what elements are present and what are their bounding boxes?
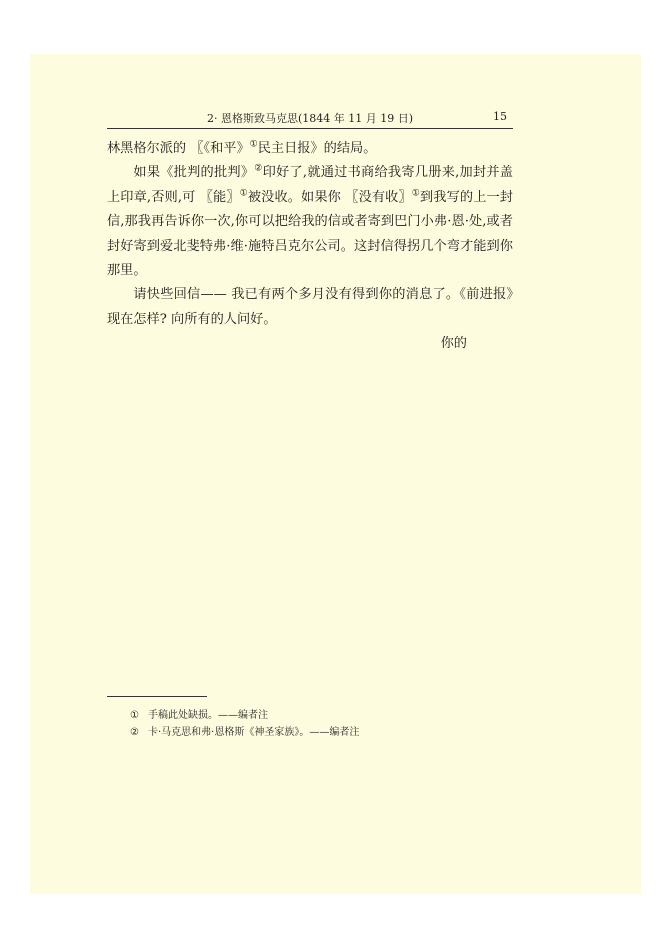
footnote-1 [130, 707, 510, 724]
paragraph-1-text-a: 林黑格尔派的 〖《和平》 [107, 141, 250, 156]
running-head [107, 108, 513, 126]
paragraph-1 [107, 137, 513, 161]
paragraph-2-text-c: 被没收。如果你 〖没有收〗 [247, 189, 412, 205]
footnote-ref-1b: ① [239, 188, 248, 199]
footnote-ref-1: ① [249, 139, 258, 150]
footnote-1-text: 手稿此处缺损。——编者注 [148, 710, 268, 721]
signoff: 你的 [440, 336, 467, 352]
paragraph-2 [107, 161, 513, 283]
header-rule [107, 128, 513, 129]
footnote-1-mark: ① [130, 710, 139, 721]
paragraph-1-text-b: 民主日报》的结局。 [257, 141, 377, 156]
footnote-rule [107, 696, 207, 697]
footnote-2 [130, 724, 510, 741]
letter-body [107, 137, 513, 357]
paragraph-2-text-a: 如果《批判的批判》 [133, 165, 255, 181]
footnotes [130, 707, 510, 741]
paragraph-3: 请快些回信—— 我已有两个多月没有得到你的消息了。《前进报》现在怎样? 向所有的人问好。 [107, 287, 513, 327]
running-title: 2· 恩格斯致马克思(1844 年 11 月 19 日) [206, 112, 414, 125]
paragraph-2-text-b: 印好了,就通过书商给我寄几册来,加封并盖上印章,否则,可 〖能〗 [107, 165, 513, 205]
footnote-ref-2: ② [254, 164, 263, 175]
footnote-2-mark: ② [130, 727, 139, 738]
footnote-ref-1c: ① [411, 188, 420, 199]
page-number: 15 [493, 110, 507, 123]
footnote-2-text: 卡·马克思和弗·恩格斯《神圣家族》。——编者注 [148, 727, 360, 738]
paragraph-2-text-d: 到我写的上一封信,那我再告诉你一次,你可以把给我的信或者寄到巴门小弗·恩·处,或者封好寄到爱北斐特弗·维·施特吕克尔公司。这封信得拐几个弯才能到你那里。 [107, 189, 513, 279]
